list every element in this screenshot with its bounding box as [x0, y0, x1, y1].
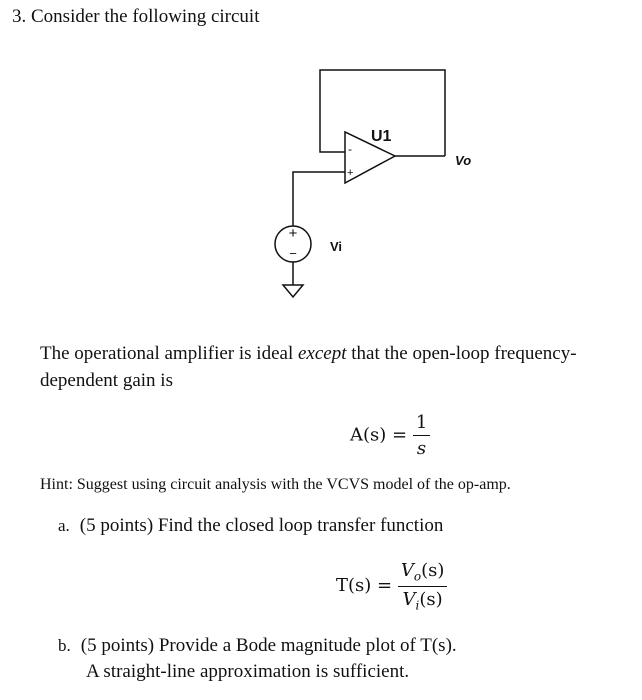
opamp-label: U1	[371, 128, 392, 145]
circuit-diagram	[0, 0, 642, 340]
gain-equation-lhs: A(s) =	[350, 424, 408, 446]
transfer-equation	[336, 560, 447, 612]
transfer-numerator	[398, 560, 448, 587]
description-text: that the open-loop frequency-	[346, 343, 577, 364]
input-wire	[293, 172, 345, 226]
transfer-fraction	[398, 560, 448, 612]
gain-denominator: s	[416, 438, 427, 459]
part-b	[58, 635, 457, 657]
description-line-2: dependent gain is	[40, 370, 173, 391]
numerator-variable: V	[400, 560, 414, 581]
numerator-argument: (s)	[421, 560, 445, 581]
part-b-label: b.	[58, 636, 71, 655]
hint-text: Hint: Suggest using circuit analysis with the VCVS model of the op-amp.	[40, 476, 511, 493]
description-line-1	[40, 343, 577, 365]
transfer-denominator	[400, 587, 446, 613]
part-a-label: a.	[58, 516, 70, 535]
ground-icon	[283, 285, 303, 297]
source-minus-sign: −	[289, 246, 297, 261]
output-label: Vo	[455, 153, 472, 168]
part-a-text: (5 points) Find the closed loop transfer function	[79, 515, 444, 536]
part-b-line-1: (5 points) Provide a Bode magnitude plot of T(s).	[80, 635, 457, 656]
inverting-input-sign: -	[348, 142, 352, 156]
denominator-subscript: i	[415, 598, 420, 613]
description-text: The operational amplifier is ideal	[40, 343, 298, 364]
part-b-line-2: A straight-line approximation is sufficient.	[86, 661, 410, 682]
denominator-argument: (s)	[419, 588, 443, 610]
denominator-variable: V	[402, 588, 416, 610]
description-emphasis: except	[297, 343, 347, 364]
gain-fraction	[413, 412, 430, 459]
gain-equation	[350, 412, 430, 459]
gain-numerator: 1	[413, 412, 430, 436]
question-number: 3.	[12, 6, 27, 27]
input-label: Vi	[330, 239, 343, 254]
numerator-subscript: o	[413, 569, 422, 584]
source-plus-sign: +	[288, 225, 298, 242]
question-title-text: Consider the following circuit	[31, 6, 260, 27]
noninverting-input-sign: +	[347, 167, 354, 179]
part-a	[58, 515, 443, 537]
transfer-equation-lhs: T(s) =	[336, 575, 393, 597]
